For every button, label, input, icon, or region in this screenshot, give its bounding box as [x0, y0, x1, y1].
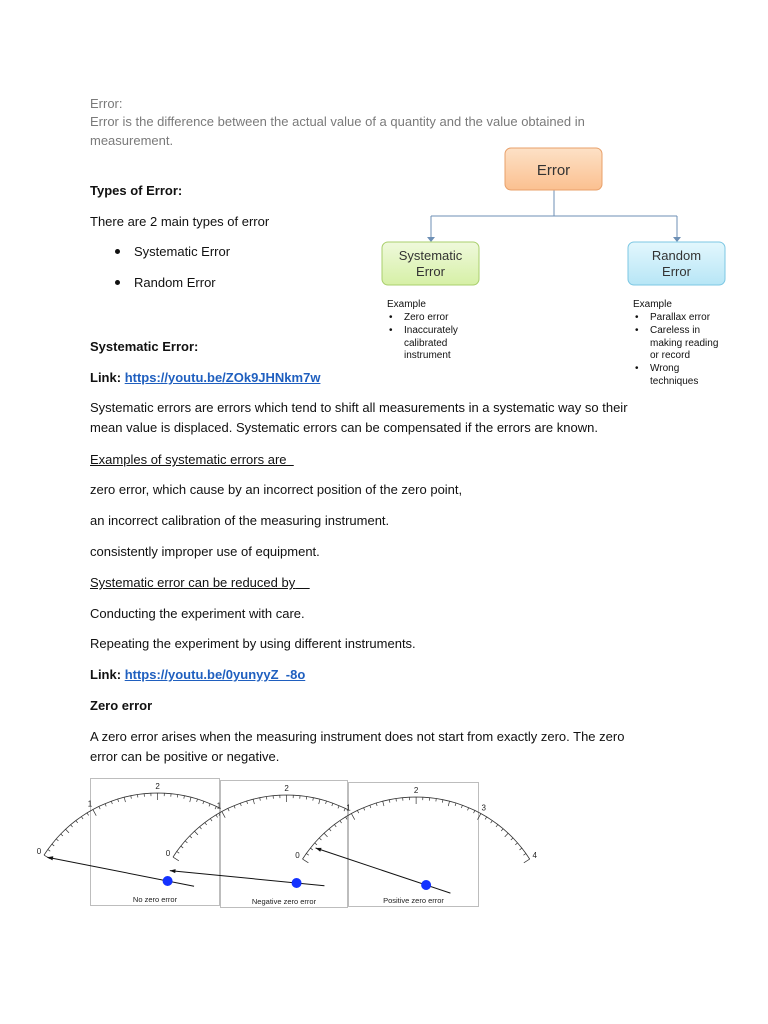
scale-tick [87, 813, 89, 816]
scale-tick [505, 833, 508, 837]
systematic-box-line2: Error [416, 264, 445, 279]
scale-tick [491, 821, 493, 823]
reduce-heading [90, 573, 310, 592]
left-bullet: • [389, 312, 393, 323]
right-bullet: • [635, 363, 639, 374]
zero-error-link-line [90, 665, 305, 684]
link-label: Link: [90, 370, 122, 385]
scale-label: 2 [284, 784, 289, 793]
scale-label: 1 [346, 803, 351, 813]
scale-tick [56, 839, 58, 841]
scale-tick [71, 825, 73, 827]
examples-heading-text: Examples of systematic errors are [90, 452, 287, 467]
scale-tick [52, 844, 54, 846]
reduce-item: Repeating the experiment by using different instruments. [90, 636, 416, 651]
right-example-1: Parallax error [650, 312, 711, 323]
zero-error-desc-line1: A zero error arises when the measuring instrument does not start from exactly zero. The zero [90, 729, 625, 744]
meter-positive-zero-error [295, 782, 537, 907]
scale-tick [496, 825, 498, 827]
meter-frame [91, 779, 220, 906]
arrow-head [427, 237, 435, 242]
left-example-1: Zero error [404, 312, 449, 323]
systematic-desc-line2: mean value is displaced. Systematic errors can be compensated if the errors are known. [90, 420, 598, 435]
scale-tick [515, 843, 517, 845]
left-example-label: Example [387, 299, 426, 310]
scale-tick [511, 838, 513, 840]
systematic-video-link[interactable]: https://youtu.be/ZOk9JHNkm7w [124, 370, 321, 385]
error-types-diagram [375, 145, 735, 395]
right-example-6: techniques [650, 376, 699, 387]
zero-error-video-link[interactable]: https://youtu.be/0yunyyZ_-8o [124, 667, 306, 682]
scale-label: 1 [87, 799, 93, 809]
scale-label: 3 [481, 803, 486, 813]
meter-caption: Positive zero error [383, 896, 444, 905]
error-definition-line2: measurement. [90, 133, 174, 148]
meter-caption: Negative zero error [251, 897, 317, 906]
bullet-dot [115, 280, 120, 285]
scale-tick [524, 859, 530, 863]
meter-caption: No zero error [132, 895, 178, 904]
reduce-item: Conducting the experiment with care. [90, 606, 305, 621]
right-bullet: • [635, 312, 639, 323]
scale-label: 2 [413, 786, 419, 795]
meter-no-zero-error [36, 778, 220, 906]
scale-tick [520, 848, 522, 850]
scale-label: 0 [36, 846, 42, 856]
needle-pivot [292, 878, 302, 888]
zero-error-desc-line2: error can be positive or negative. [90, 749, 280, 764]
root-box-label: Error [536, 162, 571, 179]
bullet-systematic [115, 244, 230, 259]
systematic-box-line1: Systematic [398, 248, 463, 263]
scale-tick [485, 817, 487, 820]
types-heading: Types of Error: [90, 183, 183, 198]
example-item: zero error, which cause by an incorrect position of the zero point, [90, 482, 463, 497]
examples-heading [90, 450, 294, 469]
random-box-line1: Random [651, 248, 702, 263]
bullet-random [115, 275, 216, 290]
bullet-dot [115, 249, 120, 254]
right-example-5: Wrong [650, 363, 680, 374]
needle-pivot [421, 880, 431, 890]
systematic-heading: Systematic Error: [90, 339, 199, 354]
types-intro: There are 2 main types of error [90, 214, 270, 229]
scale-tick [44, 855, 50, 859]
arrow-head [673, 237, 681, 242]
systematic-desc-line1: Systematic errors are errors which tend to shift all measurements in a systematic way so their [90, 400, 628, 415]
left-bullet: • [389, 325, 393, 336]
left-example-4: instrument [404, 350, 451, 361]
meter-negative-zero-error [165, 780, 348, 908]
scale-tick [76, 821, 78, 823]
scale-label: 2 [155, 782, 160, 791]
scale-tick [501, 829, 503, 831]
reduce-heading-text: Systematic error can be reduced by [90, 575, 296, 590]
scale-tick [81, 817, 83, 819]
scale-tick [523, 853, 525, 855]
right-example-2: Careless in [650, 325, 701, 336]
error-heading: Error: [90, 96, 123, 111]
error-definition-line1: Error is the difference between the actual value of a quantity and the value obtained in [90, 114, 585, 129]
random-box-line2: Error [662, 264, 691, 279]
scale-label: 1 [216, 801, 222, 811]
scale-tick [66, 829, 69, 833]
scale-tick [48, 849, 50, 851]
link-label: Link: [90, 667, 122, 682]
right-example-label: Example [633, 299, 672, 310]
meter-frame [221, 781, 348, 908]
left-example-3: calibrated [404, 338, 448, 349]
bullet-systematic-text: Systematic Error [134, 244, 231, 259]
systematic-link-line [90, 368, 320, 387]
zero-error-heading: Zero error [90, 698, 153, 713]
scale-label: 0 [165, 848, 171, 858]
needle-pivot [163, 876, 173, 886]
example-item: consistently improper use of equipment. [90, 544, 320, 559]
right-example-4: or record [650, 350, 691, 361]
bullet-random-text: Random Error [134, 275, 216, 290]
scale-tick [61, 834, 63, 836]
example-item: an incorrect calibration of the measuring instrument. [90, 513, 390, 528]
scale-label: 0 [295, 850, 300, 860]
left-example-2: Inaccurately [404, 325, 458, 336]
right-bullet: • [635, 325, 639, 336]
meter-frame [349, 783, 479, 907]
right-example-3: making reading [650, 338, 719, 349]
scale-label: 4 [532, 850, 537, 860]
